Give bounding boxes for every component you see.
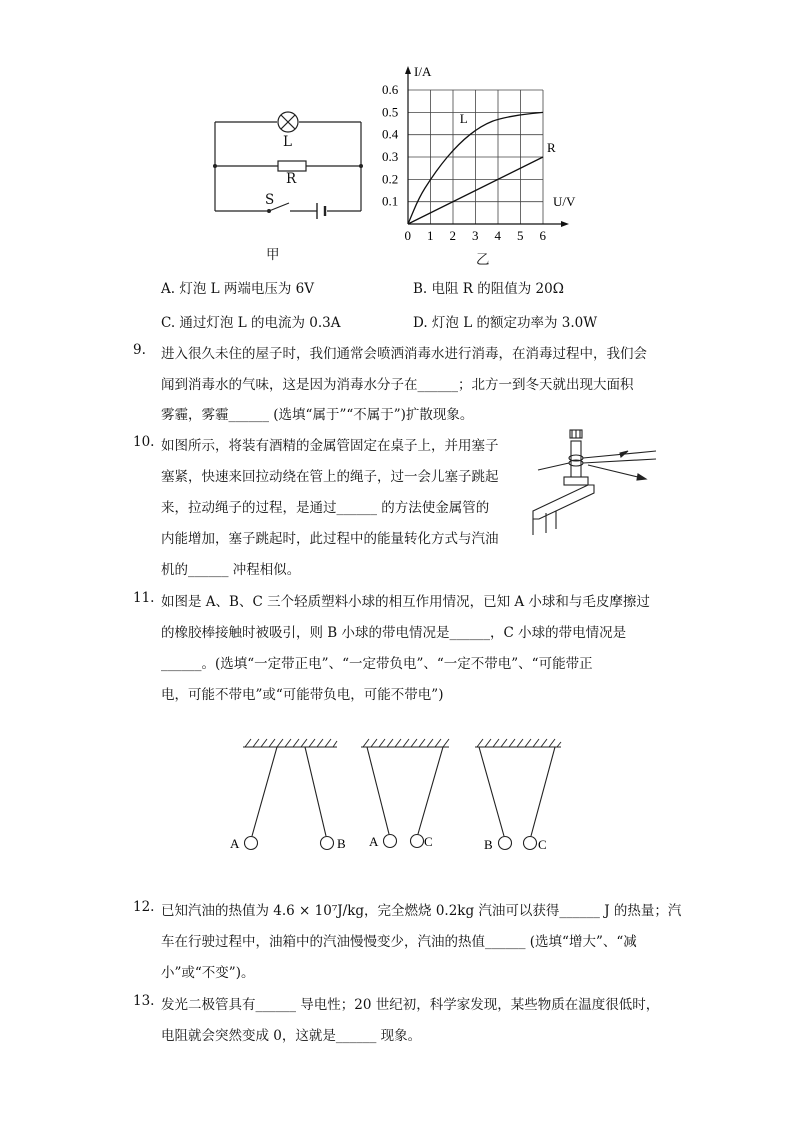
- x-axis-arrow: [561, 221, 569, 227]
- question-13-line-1: 发光二极管具有______ 导电性；20 世纪初，科学家发现，某些物质在温度很低时，: [161, 997, 660, 1013]
- option-c: C. 通过灯泡 L 的电流为 0.3A: [161, 315, 341, 331]
- question-9-number: 9.: [133, 342, 146, 358]
- option-d: D. 灯泡 L 的额定功率为 3.0W: [413, 315, 598, 331]
- x-tick-label: 3: [472, 228, 479, 243]
- y-tick-label: 0.1: [382, 193, 399, 209]
- iu-graph: [370, 58, 590, 248]
- x-axis-label: U/V: [553, 194, 576, 209]
- question-11-number: 11.: [133, 590, 155, 606]
- x-tick-label: 5: [517, 228, 524, 243]
- resistor-label: R: [286, 171, 297, 187]
- lamp-label: L: [283, 134, 292, 150]
- question-9-line-3: 雾霾，雾霾______ (选填“属于”“不属于”)扩散现象。: [161, 407, 474, 423]
- question-11-line-2: 的橡胶棒接触时被吸引，则 B 小球的带电情况是______，C 小球的带电情况是: [161, 625, 627, 641]
- circuit-caption: 甲: [266, 247, 280, 263]
- question-10-line-5: 机的______ 冲程相似。: [161, 562, 301, 578]
- x-tick-label: 0: [404, 228, 411, 243]
- ball-label-b-3: B: [484, 837, 493, 852]
- x-tick-label: 2: [449, 228, 456, 243]
- question-13-number: 13.: [133, 993, 155, 1009]
- question-9-line-1: 进入很久未住的屋子时，我们通常会喷洒消毒水进行消毒，在消毒过程中，我们会: [161, 346, 647, 362]
- question-11-line-4: 电，可能不带电”或“可能带负电，可能不带电”): [161, 687, 444, 703]
- question-10-line-4: 内能增加，塞子跳起时，此过程中的能量转化方式与汽油: [161, 531, 499, 547]
- question-11-line-1: 如图是 A、B、C 三个轻质塑料小球的相互作用情况，已知 A 小球和与毛皮摩擦过: [161, 594, 650, 610]
- question-12-number: 12.: [133, 899, 155, 915]
- option-b: B. 电阻 R 的阻值为 20Ω: [413, 281, 564, 297]
- y-axis-arrow: [405, 66, 411, 74]
- switch-label: S: [265, 192, 275, 208]
- metal-tube-figure: [528, 425, 663, 535]
- x-tick-label: 6: [539, 228, 546, 243]
- option-a: A. 灯泡 L 两端电压为 6V: [161, 281, 315, 297]
- battery-symbol: [317, 203, 325, 219]
- lamp-symbol: [278, 112, 298, 132]
- series-label-L: L: [459, 111, 468, 127]
- ball-label-b-1: B: [337, 836, 346, 851]
- question-12-line-2: 车在行驶过程中，油箱中的汽油慢慢变少，汽油的热值______ (选填“增大”、“减: [161, 934, 637, 950]
- ball-label-a-2: A: [369, 834, 379, 849]
- y-tick-label: 0.5: [382, 104, 399, 120]
- ball-label-c-2: C: [424, 834, 433, 849]
- question-10-number: 10.: [133, 434, 155, 450]
- x-tick-label: 4: [494, 228, 501, 243]
- x-tick-label: 1: [427, 228, 434, 243]
- resistor-symbol: [278, 161, 306, 171]
- question-10-line-3: 来，拉动绳子的过程，是通过______ 的方法使金属管的: [161, 500, 490, 516]
- question-9-line-2: 闻到消毒水的气味，这是因为消毒水分子在______；北方一到冬天就出现大面积: [161, 377, 634, 393]
- ball-label-c-3: C: [538, 837, 547, 852]
- circuit-diagram: [205, 108, 375, 223]
- series-label-R: R: [547, 140, 556, 156]
- ball-label-a-1: A: [230, 836, 240, 851]
- question-10-line-2: 塞紧，快速来回拉动绕在管上的绳子，过一会儿塞子跳起: [161, 469, 499, 485]
- y-tick-label: 0.4: [382, 126, 399, 142]
- question-12-line-3: 小”或“不变”)。: [161, 965, 255, 981]
- question-11-line-3: ______。(选填“一定带正电”、“一定带负电”、“一定不带电”、“可能带正: [161, 656, 593, 672]
- y-tick-label: 0.2: [382, 171, 399, 187]
- question-13-line-2: 电阻就会突然变成 0，这就是______ 现象。: [161, 1028, 422, 1044]
- y-tick-label: 0.3: [382, 149, 399, 165]
- hanging-balls-figure: [225, 735, 575, 860]
- question-10-line-1: 如图所示，将装有酒精的金属管固定在桌子上，并用塞子: [161, 438, 499, 454]
- graph-caption: 乙: [476, 252, 490, 268]
- question-12-line-1: 已知汽油的热值为 4.6 × 10⁷J/kg，完全燃烧 0.2kg 汽油可以获得______ J 的热量；汽: [161, 903, 682, 919]
- y-axis-label: I/A: [414, 64, 432, 80]
- y-tick-label: 0.6: [382, 82, 399, 98]
